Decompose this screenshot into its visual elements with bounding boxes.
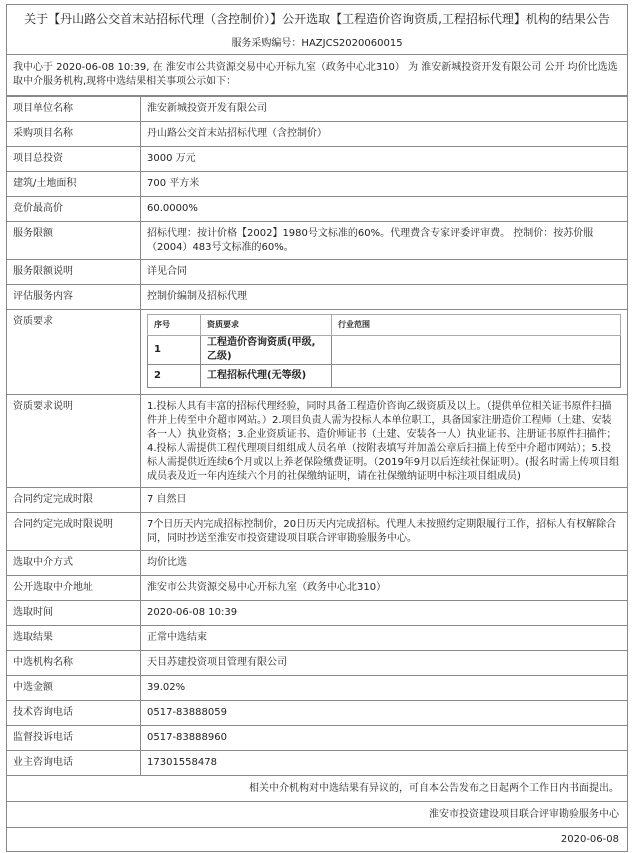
qualification-row <box>148 336 621 365</box>
row-value: 淮安市公共资源交易中心开标九室（政务中心北310） <box>141 576 628 601</box>
row-label: 合同约定完成时限 <box>7 488 141 513</box>
table-row <box>7 676 628 701</box>
row-label: 技术咨询电话 <box>7 701 141 726</box>
row-label: 合同约定完成时限说明 <box>7 513 141 551</box>
row-value: 淮安新城投资开发有限公司 <box>141 97 628 122</box>
row-label: 资质要求说明 <box>7 395 141 488</box>
table-row <box>7 147 628 172</box>
row-value: 700 平方米 <box>141 172 628 197</box>
table-row <box>7 260 628 285</box>
row-value: 0517-83888059 <box>141 701 628 726</box>
table-row <box>7 395 628 488</box>
service-serial-number: 服务采购编号：HAZJCS2020060015 <box>6 32 628 54</box>
row-label: 竞价最高价 <box>7 197 141 222</box>
table-row <box>7 222 628 260</box>
table-row <box>7 701 628 726</box>
row-label: 业主咨询电话 <box>7 751 141 776</box>
row-label: 采购项目名称 <box>7 122 141 147</box>
table-row <box>7 488 628 513</box>
row-label: 服务限额 <box>7 222 141 260</box>
table-row <box>7 551 628 576</box>
row-value: 3000 万元 <box>141 147 628 172</box>
qualification-requirement: 工程招标代理(无等级) <box>201 365 332 388</box>
row-label: 中选机构名称 <box>7 651 141 676</box>
qualification-row <box>148 365 621 388</box>
page-title: 关于【丹山路公交首末站招标代理（含控制价）】公开选取【工程造价咨询资质,工程招标代理】机构的结果公告 <box>6 4 628 32</box>
row-value: 2020-06-08 10:39 <box>141 601 628 626</box>
row-label: 监督投诉电话 <box>7 726 141 751</box>
row-label: 建筑/土地面积 <box>7 172 141 197</box>
publish-date: 2020-06-08 <box>6 828 628 852</box>
row-value: 17301558478 <box>141 751 628 776</box>
table-row <box>7 197 628 222</box>
row-value: 7个日历天内完成招标控制价，20日历天内完成招标。代理人未按照约定期限履行工作，招标人有权解除合同，同时抄送至淮安市投资建设项目联合评审勘验服务中心。 <box>141 513 628 551</box>
row-value: 招标代理：按计价格【2002】1980号文标准的60%。代理费含专家评委评审费。 控制价：按苏价服（2004）483号文标准的60%。 <box>141 222 628 260</box>
row-value: 均价比选 <box>141 551 628 576</box>
table-row <box>7 310 628 395</box>
row-label: 选取中介方式 <box>7 551 141 576</box>
qualification-header-row <box>148 315 621 336</box>
result-table <box>6 96 628 776</box>
qualification-table <box>147 314 621 388</box>
row-label: 评估服务内容 <box>7 285 141 310</box>
column-header: 序号 <box>148 315 201 336</box>
table-row <box>7 172 628 197</box>
row-value: 正常中选结束 <box>141 626 628 651</box>
table-row <box>7 122 628 147</box>
row-value: 详见合同 <box>141 260 628 285</box>
row-label: 公开选取中介地址 <box>7 576 141 601</box>
table-row <box>7 626 628 651</box>
row-value: 60.0000% <box>141 197 628 222</box>
table-row <box>7 97 628 122</box>
row-value: 1.投标人具有丰富的招标代理经验，同时具备工程造价咨询乙级资质及以上。（提供单位相关证书原件扫描件并上传至中介超市网站。）2.项目负责人需为投标人本单位职工，具备国家注册造价工程师（土建、安装各一人）执业资格；3.企业资质证书、造价师证书（土建、安装各一人）执业证书、注册证书原件扫描件；4.投标人需提供工程代理项目组组成人员名单（按附表填写并加盖公章后扫描上传至中介超市网站）；5.投标人需提供近连续6个月或以上养老保险缴费证明。（2019年9月以后连续社保证明）。(报名时需上传项目组成员表及近一年内连续六个月的社保缴纳证明，请在社保缴纳证明中标注项目组成员) <box>141 395 628 488</box>
row-label: 服务限额说明 <box>7 260 141 285</box>
column-header: 资质要求 <box>201 315 332 336</box>
table-row <box>7 751 628 776</box>
intro-paragraph: 我中心于 2020-06-08 10:39, 在 淮安市公共资源交易中心开标九室（政务中心北310） 为 淮安新城投资开发有限公司 公开 均价比选选取中介服务机构,现将中选结果相关事项公示如下： <box>6 54 628 96</box>
table-row <box>7 285 628 310</box>
table-row <box>7 726 628 751</box>
row-value: 控制价编制及招标代理 <box>141 285 628 310</box>
row-label: 资质要求 <box>7 310 141 395</box>
announcement <box>6 4 628 852</box>
table-row <box>7 651 628 676</box>
row-label: 选取时间 <box>7 601 141 626</box>
row-label: 中选金额 <box>7 676 141 701</box>
row-label: 项目总投资 <box>7 147 141 172</box>
table-row <box>7 601 628 626</box>
objection-notice: 相关中介机构对中选结果有异议的，可自本公告发布之日起两个工作日内书面提出。 <box>6 776 628 802</box>
row-value: 39.02% <box>141 676 628 701</box>
row-value: 0517-83888960 <box>141 726 628 751</box>
table-row <box>7 576 628 601</box>
row-label: 选取结果 <box>7 626 141 651</box>
qualification-scope <box>332 365 621 388</box>
column-header: 行业范围 <box>332 315 621 336</box>
table-row <box>7 513 628 551</box>
qualification-scope <box>332 336 621 365</box>
row-value: 天目苏建投资项目管理有限公司 <box>141 651 628 676</box>
qualification-no: 2 <box>148 365 201 388</box>
row-value: 丹山路公交首末站招标代理（含控制价） <box>141 122 628 147</box>
row-label: 项目单位名称 <box>7 97 141 122</box>
qualification-no: 1 <box>148 336 201 365</box>
issuing-organization: 淮安市投资建设项目联合评审勘验服务中心 <box>6 802 628 828</box>
qualification-requirement: 工程造价咨询资质(甲级,乙级) <box>201 336 332 365</box>
row-value: 7 自然日 <box>141 488 628 513</box>
